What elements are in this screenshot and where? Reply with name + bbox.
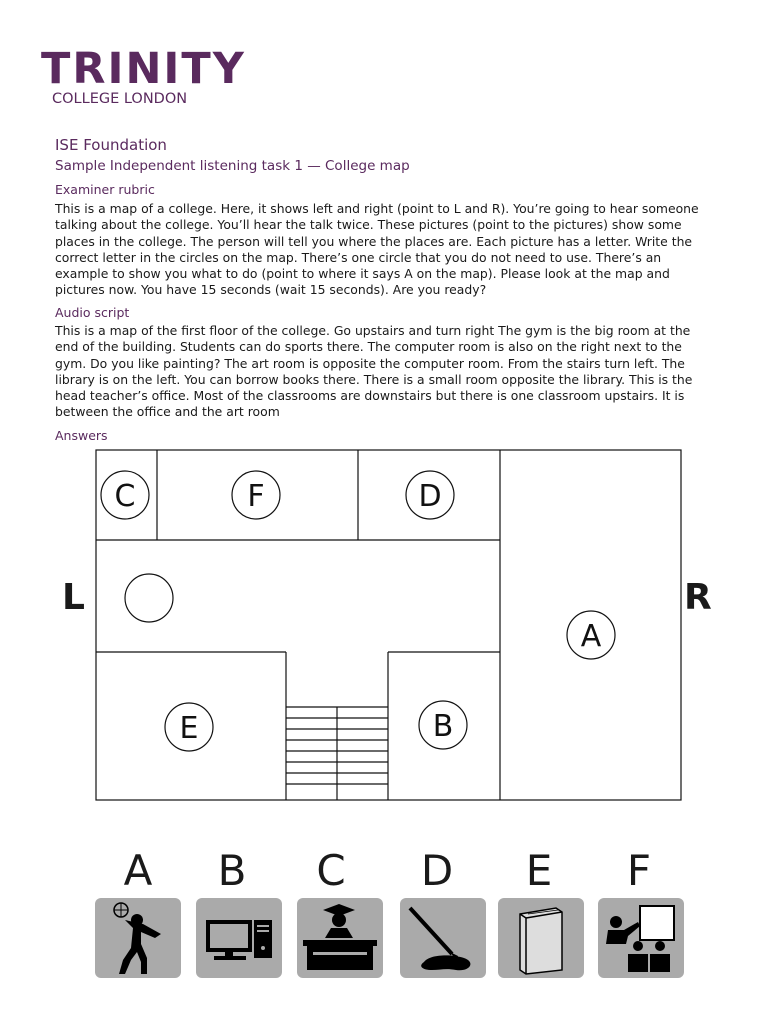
gym-icon bbox=[95, 898, 181, 978]
picture-letter-e: E bbox=[525, 846, 553, 895]
picture-letter-d: D bbox=[420, 846, 454, 895]
circle-c[interactable]: C bbox=[114, 479, 136, 514]
head-teacher-office-icon bbox=[297, 898, 383, 978]
picture-letter-c: C bbox=[316, 846, 346, 895]
audio-text: This is a map of the first floor of the college. Go upstairs and turn right The gym is the big room at the end of the building. Students can do sports there. The computer room is also on the right next to the gym. Do you like painting? The art room is opposite the computer room. From the stairs turn left. The library is on the left. You can borrow books there. There is a small room opposite the library. This is the head teacher’s office. Most of the classrooms are downstairs but there is one classroom upstairs. It is between the office and the art room bbox=[55, 323, 693, 420]
circle-e[interactable]: E bbox=[179, 711, 199, 746]
classroom-icon bbox=[598, 898, 684, 978]
picture-letter-f: F bbox=[626, 846, 652, 895]
computer-icon bbox=[196, 898, 282, 978]
circle-a[interactable]: A bbox=[580, 619, 602, 654]
page-subtitle: Sample Independent listening task 1 — College map bbox=[55, 158, 410, 174]
rubric-title: Examiner rubric bbox=[55, 182, 155, 197]
rubric-text: This is a map of a college. Here, it shows left and right (point to L and R). You’re going to hear someone talking about the college. You’ll hear the talk twice. These pictures (point to the pictures) show some places in the college. The person will tell you where the places are. Each picture has a letter. Write the correct letter in the circles on the map. There’s one circle that you do not need to use. There’s an example to show you what to do (point to where it says A on the map). Please look at the map and pictures now. You have 15 seconds (wait 15 seconds). Are you ready? bbox=[55, 201, 699, 298]
library-book-icon bbox=[498, 898, 584, 978]
logo-sub-text: COLLEGE LONDON bbox=[52, 91, 188, 107]
audio-title: Audio script bbox=[55, 305, 130, 320]
art-painting-icon bbox=[400, 898, 486, 978]
right-label: R bbox=[684, 577, 712, 618]
logo-main-text: TRINITY bbox=[41, 44, 246, 94]
circle-b[interactable]: B bbox=[432, 709, 454, 744]
answers-title: Answers bbox=[55, 428, 108, 443]
picture-letter-b: B bbox=[217, 846, 247, 895]
left-label: L bbox=[62, 577, 85, 618]
picture-letter-a: A bbox=[123, 846, 153, 895]
page-title: ISE Foundation bbox=[55, 136, 167, 154]
circle-d[interactable]: D bbox=[418, 479, 442, 514]
circle-f[interactable]: F bbox=[247, 479, 265, 514]
